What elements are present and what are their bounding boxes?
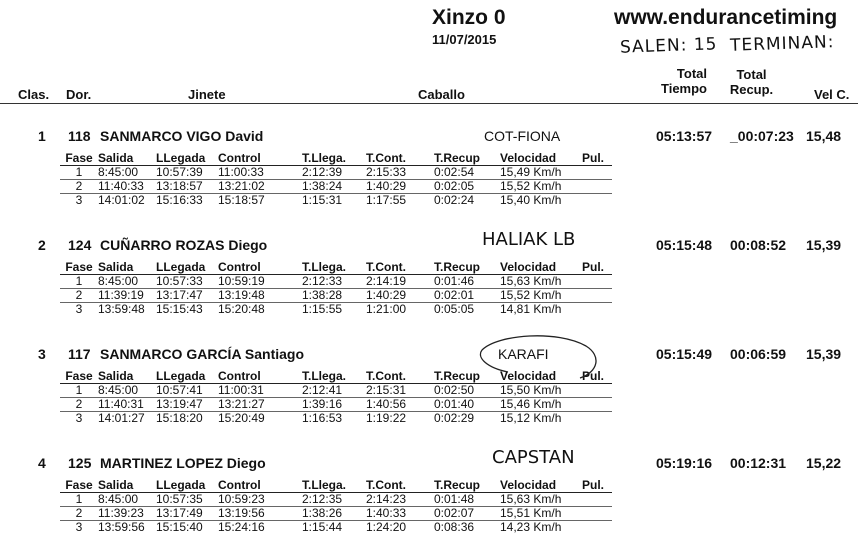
leg-cell: 13:17:47 <box>156 289 218 303</box>
handwritten-note-right: TERMINAN: <box>729 32 835 56</box>
rider-total-tiempo: 05:15:48 <box>656 237 713 253</box>
leg-cell: 0:02:24 <box>434 193 475 207</box>
rider-total-recup: 00:06:59 <box>730 346 787 362</box>
leg-cell: 15:18:20 <box>156 411 203 425</box>
leg-cell <box>582 180 612 194</box>
leg-cell: 15,12 Km/h <box>500 411 562 425</box>
leg-cell: 2:14:23 <box>366 493 434 507</box>
legs-col-header: T.Recup <box>434 260 500 275</box>
leg-row <box>60 275 612 289</box>
leg-cell: 2:14:19 <box>366 275 434 289</box>
col-total-recup-line1: Total <box>736 67 767 82</box>
legs-col-header: T.Cont. <box>366 151 434 166</box>
col-total-tiempo <box>655 66 707 96</box>
col-total-recup <box>724 67 779 97</box>
leg-cell: 15,51 Km/h <box>500 507 582 521</box>
legs-col-header: Control <box>218 369 302 384</box>
legs-col-header: Control <box>218 478 302 493</box>
leg-cell: 15:24:16 <box>218 520 265 534</box>
legs-col-header: Velocidad <box>500 151 582 166</box>
rider-horse: CAPSTAN <box>492 447 575 468</box>
rider-vel: 15,22 <box>806 455 842 471</box>
leg-cell: 1:40:29 <box>366 289 434 303</box>
leg-cell: 10:57:39 <box>156 166 218 180</box>
legs-col-header: Control <box>218 151 302 166</box>
leg-cell: 13:19:47 <box>156 398 218 412</box>
legs-col-header: Fase <box>60 369 98 384</box>
leg-row <box>60 493 612 507</box>
leg-cell: 15,49 Km/h <box>500 166 582 180</box>
legs-col-header: Pul. <box>582 151 612 166</box>
leg-row <box>60 412 612 426</box>
handwritten-note-left: SALEN: 15 <box>619 34 718 58</box>
col-dor: Dor. <box>66 87 92 102</box>
rider-vel: 15,48 <box>806 128 842 144</box>
legs-col-header: T.Llega. <box>302 260 366 275</box>
rider-clas: 1 <box>38 128 46 144</box>
leg-cell: 1:24:20 <box>366 520 407 534</box>
leg-row <box>60 166 612 180</box>
oval-annotation <box>468 328 608 388</box>
col-total-tiempo-line2: Tiempo <box>661 81 707 96</box>
leg-cell: 10:57:35 <box>156 493 218 507</box>
leg-row <box>60 289 612 303</box>
legs-col-header: Salida <box>98 369 156 384</box>
legs-col-header: Velocidad <box>500 478 582 493</box>
legs-col-header: Fase <box>60 260 98 275</box>
leg-row <box>60 303 612 317</box>
leg-cell: 2:15:31 <box>366 384 434 398</box>
leg-cell: 0:01:48 <box>434 493 500 507</box>
legs-col-header: LLegada <box>156 151 218 166</box>
leg-cell: 13:18:57 <box>156 180 218 194</box>
legs-col-header: T.Recup <box>434 478 500 493</box>
leg-cell: 2:12:39 <box>302 166 366 180</box>
rider-row <box>0 346 858 366</box>
legs-col-header: Salida <box>98 151 156 166</box>
leg-cell: 0:01:46 <box>434 275 500 289</box>
rider-clas: 2 <box>38 237 46 253</box>
leg-cell: 1:39:16 <box>302 398 366 412</box>
leg-cell: 0:02:07 <box>434 507 500 521</box>
legs-col-header: LLegada <box>156 369 218 384</box>
leg-cell: 11:40:33 <box>98 180 156 194</box>
leg-cell: 15:15:40 <box>156 520 203 534</box>
rider-row <box>0 128 858 148</box>
leg-cell: 13:59:48 <box>98 302 145 316</box>
rider-row <box>0 447 858 475</box>
leg-cell: 15,63 Km/h <box>500 275 582 289</box>
leg-cell: 0:01:40 <box>434 398 500 412</box>
rider-total-tiempo: 05:19:16 <box>656 455 713 471</box>
rider-vel: 15,39 <box>806 237 842 253</box>
event-title: Xinzo 0 <box>432 6 506 29</box>
legs-table <box>60 151 612 207</box>
legs-col-header: Salida <box>98 260 156 275</box>
leg-cell: 8:45:00 <box>98 493 156 507</box>
leg-cell: 11:39:19 <box>98 289 156 303</box>
legs-col-header: Velocidad <box>500 369 582 384</box>
leg-cell: 2 <box>60 180 98 194</box>
leg-cell: 13:59:56 <box>98 520 145 534</box>
leg-row <box>60 398 612 412</box>
header-divider <box>0 103 858 104</box>
col-caballo: Caballo <box>418 87 465 102</box>
leg-cell <box>582 398 612 412</box>
legs-header-row <box>60 478 612 493</box>
legs-col-header: Pul. <box>582 369 612 384</box>
legs-col-header: Fase <box>60 151 98 166</box>
legs-col-header: T.Llega. <box>302 369 366 384</box>
leg-cell: 3 <box>75 411 83 425</box>
legs-col-header: T.Cont. <box>366 369 434 384</box>
legs-col-header: T.Llega. <box>302 478 366 493</box>
leg-cell: 1:40:56 <box>366 398 434 412</box>
leg-cell <box>582 521 612 535</box>
leg-cell <box>582 275 612 289</box>
leg-cell: 13:19:48 <box>218 289 302 303</box>
rider-horse: KARAFI <box>498 346 549 362</box>
leg-cell: 15,52 Km/h <box>500 289 582 303</box>
leg-cell: 0:08:36 <box>434 520 475 534</box>
leg-cell <box>582 412 612 426</box>
leg-cell: 0:02:50 <box>434 384 500 398</box>
col-vel: Vel C. <box>814 87 850 102</box>
leg-cell: 1 <box>60 493 98 507</box>
rider-name: CUÑARRO ROZAS Diego <box>100 237 268 253</box>
leg-cell: 1:38:28 <box>302 289 366 303</box>
legs-col-header: Control <box>218 260 302 275</box>
leg-cell: 1:15:31 <box>302 193 343 207</box>
leg-cell: 2:12:33 <box>302 275 366 289</box>
leg-cell: 3 <box>75 520 83 534</box>
leg-cell: 1:15:44 <box>302 520 343 534</box>
leg-cell <box>582 303 612 317</box>
leg-cell: 11:00:31 <box>218 384 302 398</box>
rider-horse: HALIAK LB <box>482 229 576 250</box>
leg-cell: 10:59:19 <box>218 275 302 289</box>
leg-cell: 1 <box>60 275 98 289</box>
website-url: www.endurancetiming <box>614 6 838 29</box>
leg-cell: 1:16:53 <box>302 411 343 425</box>
leg-cell: 1:40:33 <box>366 507 434 521</box>
leg-cell: 1 <box>60 384 98 398</box>
col-clas: Clas. <box>18 87 50 102</box>
leg-cell: 2 <box>60 398 98 412</box>
leg-cell: 15:18:57 <box>218 193 265 207</box>
leg-cell: 0:02:01 <box>434 289 500 303</box>
leg-cell: 13:21:27 <box>218 398 302 412</box>
leg-cell: 1:19:22 <box>366 411 407 425</box>
leg-cell: 15,40 Km/h <box>500 193 562 207</box>
leg-cell: 15:20:48 <box>218 302 265 316</box>
col-jinete: Jinete <box>188 87 226 102</box>
leg-cell: 11:00:33 <box>218 166 302 180</box>
rider-name: SANMARCO VIGO David <box>100 128 264 144</box>
leg-cell: 14,81 Km/h <box>500 302 562 316</box>
leg-cell: 0:02:05 <box>434 180 500 194</box>
leg-cell: 1:38:26 <box>302 507 366 521</box>
rider-horse: COT-FIONA <box>484 128 561 144</box>
leg-cell: 2 <box>60 289 98 303</box>
legs-header-row <box>60 151 612 166</box>
legs-col-header: T.Cont. <box>366 478 434 493</box>
rider-row <box>0 229 858 257</box>
leg-cell: 1:17:55 <box>366 193 407 207</box>
rider-name: SANMARCO GARCÍA Santiago <box>100 346 305 362</box>
leg-cell: 15:15:43 <box>156 302 203 316</box>
legs-table <box>60 260 612 316</box>
leg-cell: 10:59:23 <box>218 493 302 507</box>
legs-col-header: T.Cont. <box>366 260 434 275</box>
legs-col-header: Fase <box>60 478 98 493</box>
leg-cell: 13:19:56 <box>218 507 302 521</box>
leg-cell: 15,46 Km/h <box>500 398 582 412</box>
rider-total-recup: _00:07:23 <box>730 128 794 144</box>
leg-cell <box>582 507 612 521</box>
col-total-tiempo-line1: Total <box>676 66 707 81</box>
rider-vel: 15,39 <box>806 346 842 362</box>
leg-cell: 13:17:49 <box>156 507 218 521</box>
rider-dorsal: 117 <box>68 346 91 362</box>
event-date: 11/07/2015 <box>432 32 497 47</box>
legs-table <box>60 478 612 534</box>
rider-dorsal: 124 <box>68 237 92 253</box>
rider-total-recup: 00:12:31 <box>730 455 787 471</box>
leg-cell: 2:12:41 <box>302 384 366 398</box>
rider-clas: 4 <box>38 455 46 471</box>
leg-cell: 0:02:54 <box>434 166 500 180</box>
rider-dorsal: 118 <box>68 128 91 144</box>
col-total-recup-line2: Recup. <box>729 82 774 97</box>
leg-cell: 2:12:35 <box>302 493 366 507</box>
leg-cell: 0:05:05 <box>434 302 475 316</box>
leg-row <box>60 180 612 194</box>
leg-cell <box>582 194 612 208</box>
leg-cell: 14:01:27 <box>98 411 145 425</box>
leg-cell: 8:45:00 <box>98 166 156 180</box>
leg-cell: 1:15:55 <box>302 302 343 316</box>
leg-cell: 0:02:29 <box>434 411 475 425</box>
leg-cell: 11:39:23 <box>98 507 156 521</box>
leg-row <box>60 194 612 208</box>
leg-cell: 2 <box>60 507 98 521</box>
leg-row <box>60 507 612 521</box>
leg-row <box>60 521 612 535</box>
legs-col-header: T.Llega. <box>302 151 366 166</box>
leg-cell: 10:57:33 <box>156 275 218 289</box>
leg-cell: 14,23 Km/h <box>500 520 562 534</box>
leg-cell <box>582 289 612 303</box>
legs-col-header: Pul. <box>582 478 612 493</box>
legs-col-header: Velocidad <box>500 260 582 275</box>
leg-cell: 3 <box>75 302 83 316</box>
rider-clas: 3 <box>38 346 46 362</box>
leg-cell: 1 <box>60 166 98 180</box>
leg-cell: 10:57:41 <box>156 384 218 398</box>
legs-col-header: T.Recup <box>434 151 500 166</box>
legs-col-header: LLegada <box>156 478 218 493</box>
leg-cell: 2:15:33 <box>366 166 434 180</box>
leg-cell: 15,50 Km/h <box>500 384 582 398</box>
legs-col-header: Salida <box>98 478 156 493</box>
leg-cell: 1:40:29 <box>366 180 434 194</box>
legs-col-header: LLegada <box>156 260 218 275</box>
leg-cell: 13:21:02 <box>218 180 302 194</box>
rider-total-recup: 00:08:52 <box>730 237 787 253</box>
leg-cell: 15:20:49 <box>218 411 265 425</box>
legs-header-row <box>60 260 612 275</box>
leg-cell: 3 <box>75 193 83 207</box>
leg-cell: 15:16:33 <box>156 193 203 207</box>
leg-cell: 1:38:24 <box>302 180 366 194</box>
rider-name: MARTINEZ LOPEZ Diego <box>100 455 266 471</box>
leg-cell <box>582 493 612 507</box>
legs-col-header: T.Recup <box>434 369 500 384</box>
leg-cell: 15,52 Km/h <box>500 180 582 194</box>
leg-cell: 11:40:31 <box>98 398 156 412</box>
rider-total-tiempo: 05:15:49 <box>656 346 713 362</box>
leg-cell: 8:45:00 <box>98 384 156 398</box>
leg-cell: 15,63 Km/h <box>500 493 582 507</box>
legs-col-header: Pul. <box>582 260 612 275</box>
leg-cell: 1:21:00 <box>366 302 407 316</box>
leg-cell: 14:01:02 <box>98 193 145 207</box>
leg-cell <box>582 166 612 180</box>
rider-total-tiempo: 05:13:57 <box>656 128 713 144</box>
leg-cell: 8:45:00 <box>98 275 156 289</box>
rider-dorsal: 125 <box>68 455 92 471</box>
